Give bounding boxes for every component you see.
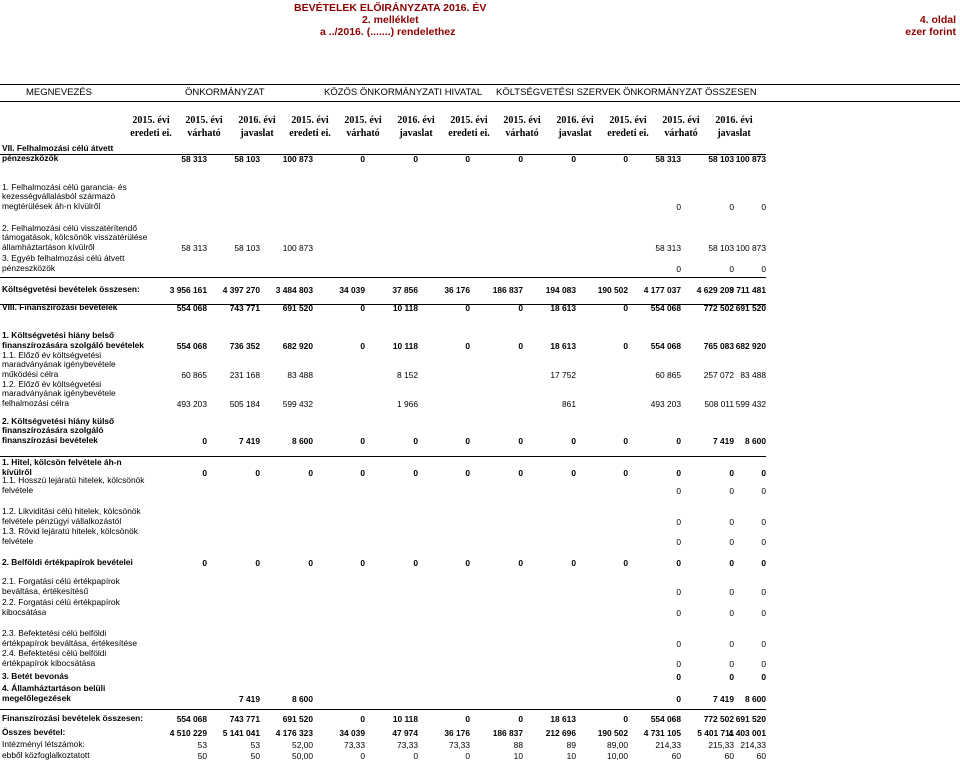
row-value: 0 [465,468,470,478]
row-value: 0 [518,154,523,164]
row-value: 18 613 [550,303,576,313]
row-value: 83 488 [287,370,313,380]
year-column-header: 2015. évi várható [185,115,223,139]
row-value: 89 [566,740,576,750]
row-value: 7 419 [713,436,734,446]
row-value: 8 600 [292,436,313,446]
header-szervek: KÖLTSÉGVETÉSI SZERVEK [496,87,621,98]
row-value: 10 118 [392,714,418,724]
year-column-header: 2015. évi eredeti ei. [607,115,649,139]
row-value: 0 [623,468,628,478]
row-value: 100 873 [735,154,766,164]
row-value: 0 [465,436,470,446]
row-value: 0 [761,587,766,597]
row-value: 0 [761,659,766,669]
page-number: 4. oldal [919,14,956,26]
row-value: 4 510 229 [169,728,207,738]
document-title: BEVÉTELEK ELŐIRÁNYZATA 2016. ÉV [294,2,487,14]
row-value: 0 [676,659,681,669]
row-value: 861 [562,399,576,409]
row-value: 691 520 [282,303,313,313]
row-value: 52,00 [292,740,313,750]
row-value: 0 [729,587,734,597]
row-value: 0 [676,639,681,649]
row-value: 0 [676,587,681,597]
row-label: 1. Felhalmozási célú garancia- és kezességvállalásból származó megtérülések áh-n kívülről [2,181,127,212]
row-label: VIII. Finanszírozási bevételek [2,302,118,313]
row-value: 58 103 [234,243,260,253]
row-value: 0 [729,639,734,649]
row-value: 682 920 [735,341,766,351]
row-value: 505 184 [229,399,260,409]
row-value: 3 484 803 [275,285,313,295]
row-value: 73,33 [449,740,470,750]
year-column-header: 2015. évi várható [344,115,382,139]
row-value: 0 [202,558,207,568]
row-value: 4 403 001 [728,728,766,738]
row-value: 0 [518,436,523,446]
row-value: 0 [518,341,523,351]
row-value: 0 [623,436,628,446]
row-value: 60 [671,751,681,761]
row-value: 58 103 [708,154,734,164]
row-value: 231 168 [229,370,260,380]
row-label: 2.4. Befektetési célú belföldi értékpapírok kibocsátása [2,648,107,669]
row-value: 0 [360,558,365,568]
row-value: 5 141 041 [222,728,260,738]
row-value: 691 520 [735,714,766,724]
row-value: 0 [729,608,734,618]
row-value: 0 [729,517,734,527]
row-value: 0 [413,436,418,446]
row-value: 0 [202,468,207,478]
row-value: 0 [761,517,766,527]
row-value: 58 313 [655,243,681,253]
row-value: 0 [729,672,734,682]
row-label: 1.3. Rövid lejáratú hitelek, kölcsönök felvétele [2,526,138,547]
row-value: 1 966 [397,399,418,409]
row-value: 554 068 [176,341,207,351]
row-value: 4 397 270 [222,285,260,295]
page-info [905,14,956,38]
row-value: 0 [729,659,734,669]
row-value: 50 [250,751,260,761]
row-label: 2. Költségvetési hiány külső finanszírozására szolgáló finanszírozási bevételek [2,415,115,446]
row-value: 0 [623,303,628,313]
row-label: 1. Hitel, kölcsön felvétele áh-n kívülről [2,457,122,478]
row-label: 1.2. Előző év költségvetési maradványának igénybevétele felhalmozási célra [2,378,116,409]
row-value: 554 068 [650,714,681,724]
row-value: 0 [255,558,260,568]
row-value: 0 [255,468,260,478]
row-value: 0 [571,468,576,478]
row-value: 100 873 [282,154,313,164]
row-value: 0 [413,751,418,761]
row-value: 0 [360,714,365,724]
row-value: 8 600 [745,436,766,446]
row-value: 0 [761,264,766,274]
row-value: 47 974 [392,728,418,738]
row-value: 0 [761,558,766,568]
row-value: 691 520 [735,303,766,313]
unit-label: ezer forint [905,26,956,38]
row-value: 53 [250,740,260,750]
row-value: 0 [623,558,628,568]
row-value: 8 152 [397,370,418,380]
row-label: 3. Betét bevonás [2,671,69,682]
row-value: 691 520 [282,714,313,724]
row-value: 10,00 [607,751,628,761]
row-value: 100 873 [282,243,313,253]
row-value: 34 039 [339,728,365,738]
header-megnevezes: MEGNEVEZÉS [26,87,92,98]
row-label: Költségvetési bevételek összesen: [2,284,140,295]
row-value: 493 203 [176,399,207,409]
row-value: 37 856 [392,285,418,295]
row-value: 0 [518,558,523,568]
row-value: 257 072 [703,370,734,380]
row-value: 0 [623,154,628,164]
row-value: 0 [413,558,418,568]
row-value: 36 176 [444,285,470,295]
row-value: 0 [308,558,313,568]
row-label: 2.2. Forgatási célú értékpapírok kibocsátása [2,597,120,618]
row-value: 0 [676,672,681,682]
row-value: 0 [729,468,734,478]
year-column-header: 2015. évi eredeti ei. [130,115,172,139]
row-value: 88 [513,740,523,750]
row-value: 190 502 [597,285,628,295]
year-column-header: 2016. évi javaslat [556,115,594,139]
row-value: 190 502 [597,728,628,738]
row-value: 83 488 [740,370,766,380]
row-value: 186 837 [492,728,523,738]
row-value: 0 [761,672,766,682]
row-label: 1. Költségvetési hiány belső finanszírozására szolgáló bevételek [2,330,144,351]
row-value: 8 600 [292,694,313,704]
row-value: 214,33 [655,740,681,750]
row-label: 4. Államháztartáson belüli megelőlegezések [2,683,106,704]
header-osszesen: ÖNKORMÁNYZAT ÖSSZESEN [623,87,757,98]
decree-reference: a ../2016. (.......) rendelethez [320,26,456,38]
row-value: 50,00 [292,751,313,761]
row-value: 4 731 105 [643,728,681,738]
row-value: 0 [360,751,365,761]
row-value: 765 083 [703,341,734,351]
row-value: 5 401 711 [697,728,734,738]
row-value: 772 502 [703,714,734,724]
row-label: 2. Felhalmozási célú visszatérítendő támogatások, kölcsönök visszatérülése államháztartáson kívülről [2,222,148,253]
row-value: 0 [761,537,766,547]
row-value: 60 865 [181,370,207,380]
row-value: 0 [465,714,470,724]
row-value: 186 837 [492,285,523,295]
row-value: 599 432 [282,399,313,409]
row-value: 89,00 [607,740,628,750]
row-value: 3 711 481 [729,285,766,295]
row-value: 10 [566,751,576,761]
row-value: 0 [360,154,365,164]
row-value: 0 [761,608,766,618]
row-value: 212 696 [545,728,576,738]
row-value: 0 [761,468,766,478]
row-value: 4 629 209 [696,285,734,295]
row-value: 0 [729,558,734,568]
row-value: 743 771 [229,303,260,313]
row-value: 772 502 [703,303,734,313]
row-label: ebből közfoglalkoztatott [2,750,90,761]
year-column-header: 2015. évi eredeti ei. [289,115,331,139]
row-value: 743 771 [229,714,260,724]
row-value: 0 [465,154,470,164]
row-value: 0 [360,436,365,446]
row-value: 0 [465,341,470,351]
row-value: 0 [729,202,734,212]
row-value: 58 313 [655,154,681,164]
row-value: 0 [676,517,681,527]
row-value: 0 [465,303,470,313]
row-value: 60 [724,751,734,761]
row-value: 0 [676,468,681,478]
row-value: 215,33 [708,740,734,750]
row-value: 0 [676,608,681,618]
row-value: 73,33 [397,740,418,750]
row-value: 0 [465,751,470,761]
row-value: 7 419 [239,694,260,704]
row-value: 7 419 [239,436,260,446]
row-value: 4 177 037 [643,285,681,295]
year-column-header: 2016. évi javaslat [397,115,435,139]
row-value: 0 [413,468,418,478]
row-value: 58 313 [181,243,207,253]
year-column-header: 2016. évi javaslat [715,115,753,139]
row-value: 0 [465,558,470,568]
row-value: 0 [676,537,681,547]
row-value: 0 [623,714,628,724]
row-value: 0 [676,694,681,704]
row-value: 53 [197,740,207,750]
row-label: 2.1. Forgatási célú értékpapírok beváltása, értékesítésű [2,576,120,597]
year-column-header: 2015. évi várható [503,115,541,139]
row-value: 194 083 [545,285,576,295]
row-value: 682 920 [282,341,313,351]
row-value: 0 [676,202,681,212]
row-value: 0 [571,558,576,568]
row-value: 554 068 [176,303,207,313]
row-value: 0 [729,264,734,274]
year-column-header: 2016. évi javaslat [238,115,276,139]
row-label: Intézményi létszámok: [2,739,85,750]
row-value: 58 103 [708,243,734,253]
row-value: 0 [360,468,365,478]
header-onkormanyzat: ÖNKORMÁNYZAT [185,87,265,98]
row-label: Finanszírozási bevételek összesen: [2,713,144,724]
annex-label: 2. melléklet [362,14,419,26]
row-value: 4 176 323 [275,728,313,738]
row-label: 1.1. Előző év költségvetési maradványának igénybevétele működési célra [2,349,116,380]
year-column-header: 2015. évi várható [662,115,700,139]
row-value: 18 613 [550,714,576,724]
row-value: 18 613 [550,341,576,351]
row-label: 2.3. Befektetési célú belföldi értékpapírok beváltása, értékesítése [2,628,138,649]
row-value: 0 [761,202,766,212]
row-value: 0 [571,154,576,164]
header-hivatal: KÖZÖS ÖNKORMÁNYZATI HIVATAL [324,87,483,98]
row-value: 0 [518,303,523,313]
year-column-header: 2015. évi eredeti ei. [448,115,490,139]
row-value: 10 118 [392,341,418,351]
row-value: 599 432 [735,399,766,409]
row-value: 554 068 [650,303,681,313]
row-value: 10 [513,751,523,761]
row-value: 736 352 [229,341,260,351]
row-value: 17 752 [550,370,576,380]
row-value: 50 [197,751,207,761]
row-value: 3 956 161 [169,285,207,295]
row-label: 1.1. Hosszú lejáratú hitelek, kölcsönök felvétele [2,475,145,496]
row-value: 60 865 [655,370,681,380]
row-label: VII. Felhalmozási célú átvett pénzeszközök [2,143,114,164]
row-value: 493 203 [650,399,681,409]
row-value: 0 [623,341,628,351]
row-value: 0 [676,486,681,496]
row-label: 1.2. Likviditási célú hitelek, kölcsönök felvétele pénzügyi vállalkozástól [2,506,141,527]
row-label: Összes bevétel: [2,727,66,738]
row-value: 0 [676,436,681,446]
row-value: 8 600 [745,694,766,704]
row-value: 0 [729,486,734,496]
row-value: 0 [761,639,766,649]
row-value: 214,33 [740,740,766,750]
row-value: 0 [360,341,365,351]
row-value: 0 [202,436,207,446]
row-value: 34 039 [339,285,365,295]
row-value: 0 [518,714,523,724]
row-value: 0 [761,486,766,496]
row-value: 0 [518,468,523,478]
row-value: 36 176 [444,728,470,738]
row-value: 0 [729,537,734,547]
row-value: 0 [413,154,418,164]
row-value: 7 419 [713,694,734,704]
row-value: 73,33 [344,740,365,750]
row-value: 554 068 [650,341,681,351]
row-value: 58 313 [181,154,207,164]
row-value: 554 068 [176,714,207,724]
row-value: 60 [756,751,766,761]
row-value: 0 [676,264,681,274]
row-label: 3. Egyéb felhalmozási célú átvett pénzeszközök [2,253,125,274]
row-value: 58 103 [234,154,260,164]
row-label: 2. Belföldi értékpapírok bevételei [2,557,133,568]
row-value: 10 118 [392,303,418,313]
row-value: 0 [676,558,681,568]
row-value: 0 [571,436,576,446]
row-value: 508 011 [704,399,734,409]
row-value: 100 873 [735,243,766,253]
row-value: 0 [360,303,365,313]
row-value: 0 [308,468,313,478]
